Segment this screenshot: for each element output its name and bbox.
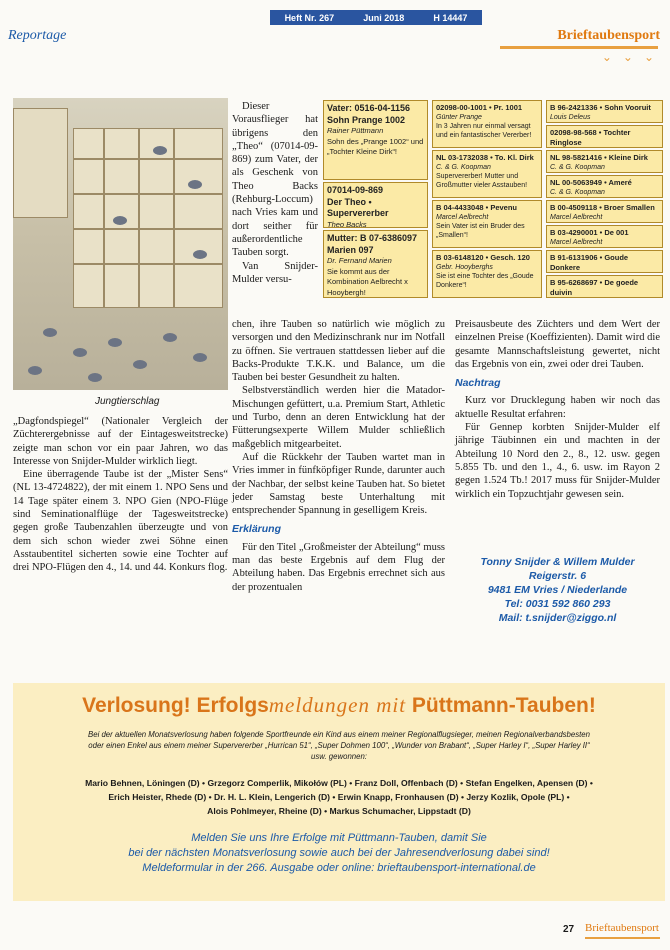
page-number: 27 [563,924,575,935]
paragraph: Selbstverständlich werden hier die Matador-Mischungen gefüttert, u.a. Premium Start, Athletic und Turbo, denn an deren Entwicklung hat der Fütterungsexperte Willem Mulder schließlich maßgeblich mitgearbeitet. [232,385,445,450]
paragraph: Van Snijder-Mulder versu- [232,260,318,285]
brand-title: Brieftaubensport [557,28,660,43]
loft-photo [13,98,228,390]
contact-city: 9481 EM Vries / Niederlande [487,584,628,596]
paragraph: „Dagfondspiegel“ (Nationaler Vergleich der Züchterergebnisse auf der Eintagesweitstrecke) zeigte man schon vor ein paar Jahren, wo das Interesse von Snijder-Mulder wirklich liegt. [13,416,228,467]
pedigree-chart [323,100,663,298]
pedigree-theo: 07014-09-869 Der Theo • Supervererber Theo Backs [323,182,428,228]
issue-date: Juni 2018 [363,12,405,23]
contact-street: Reigerstr. 6 [528,570,587,582]
paragraph: Preisausbeute des Züchters und dem Wert der einzelnen Preise (Koeffizienten). Damit wird die gesamte Mannschaftsleistung gewertet, nicht das Ergebnis von ein, zwei oder drei Tauben. [455,319,660,370]
paragraph: Für den Titel „Großmeister der Abteilung“ muss man das beste Ergebnis auf dem Flug der Abteilung haben. Das Ergebnis errechnet sich aus der prozentualen [232,541,445,593]
issue-bar [270,10,482,25]
pedigree-ancestor: 02098-98-568 • Tochter Ringlose [546,125,663,148]
pedigree-ancestor: NL 00-5063949 • Ameré C. & G. Koopman [546,175,663,198]
pedigree-father: Vater: 0516-04-1156 Sohn Prange 1002 Rainer Püttmann Sohn des „Prange 1002“ und „Tochter Kleine Dirk“! [323,100,428,180]
advert-intro: Bei der aktuellen Monatsverlosung haben folgende Sportfreunde ein Kind aus einem meiner Regionalflugsieger, meinen Regionalverbandsbesten oder einen Enkel aus einem meiner Supervererber „Hurrican 51“, „Super Dohmen 100“, „Wunder von Brabant“, „Super Harley I“, „Super Harley II“ usw. gewonnen: [88,730,590,761]
pedigree-mother-sire: B 03-6148120 • Gesch. 120 Gebr. Hooyberghs Sie ist eine Tochter des „Goude Donkere“! [432,250,542,298]
issue-code: H 14447 [433,12,468,23]
paragraph: Für Gennep korbten Snijder-Mulder elf jährige Täubinnen ein und machten in der Abteilung 10 Nord den 2., 8., 12. usw. gegen 5.855 Tb. und den 1., 4., 6. usw. im Rayon 2 gegen 1.524 Tb.! 2017 muss für Snijder-Mulder wirklich ein Topzuchtjahr gewesen sein. [455,422,660,500]
pedigree-sire-dam: NL 03-1732038 • To. Kl. Dirk C. & G. Koopman Supervererber! Mutter und Großmutter vieler Asstauben! [432,150,542,198]
contact-names: Tonny Snijder & Willem Mulder [480,556,635,568]
paragraph: Auf die Rückkehr der Tauben wartet man in Vries immer in fünfköpfiger Runde, darunter auch der Nachbar, der selbst keine Tauben hat. So bietet jeder Samstag beste Unterhaltung mit entsprechender Spannung in geselligem Kreis. [232,451,445,517]
winners-list: Mario Behnen, Löningen (D) • Grzegorz Comperlik, Mikołów (PL) • Franz Doll, Offenbach (D) • Stefan Engelken, Apensen (D) • Erich Heister, Rhede (D) • Dr. H. L. Klein, Lengerich (D) • Erwin Knapp, Fronhausen (D) • Jerzy Kozlik, Opole (PL) • Alois Pohlmeyer, Rheine (D) • Markus Schumacher, Lippstadt (D) [85,778,593,816]
brand-underline [500,46,658,49]
pedigree-ancestor: B 96-2421336 • Sohn Vooruit Louis Deleus [546,100,663,123]
advert-call-to-action: Melden Sie uns Ihre Erfolge mit Püttmann-Tauben, damit Sie bei der nächsten Monatsverlosung sowie auch bei der Jahresendverlosung dabei sind! Meldeformular in der 266. Ausgabe oder online: brieftaubensport-international.de [128,832,550,874]
advert-title: Verlosung! Erfolgsmeldungen mit Püttmann-Tauben! [82,693,596,717]
article-column-3 [455,318,660,501]
paragraph: Kurz vor Drucklegung haben wir noch das aktuelle Resultat erfahren: [455,395,660,420]
photo-caption: Jungtierschlag [95,396,160,407]
contact-block [455,555,660,625]
subheading-nachtrag: Nachtrag [455,377,501,390]
footer-underline [585,937,660,939]
pedigree-ancestor: B 00-4509118 • Broer Smallen Marcel Aelbrecht [546,200,663,223]
footer-brand: Brieftaubensport [585,922,659,934]
subheading-erklaerung: Erklärung [232,523,282,536]
contact-email: Mail: t.snijder@ziggo.nl [498,612,617,624]
pedigree-sire-sire: 02098-00-1001 • Pr. 1001 Günter Prange In 3 Jahren nur einmal versagt und ein fantastischer Vererber! [432,100,542,148]
pedigree-ancestor: B 03-4290001 • De 001 Marcel Aelbrecht [546,225,663,248]
raffle-advert [13,683,665,901]
section-label: Reportage [8,28,67,43]
pedigree-ancestor: B 95-6268697 • De goede duivin [546,275,663,298]
pedigree-mother: Mutter: B 07-6386097 Marien 097 Dr. Fernand Marien Sie kommt aus der Kombination Aelbrecht x Hooybergh! [323,230,428,298]
paragraph: chen, ihre Tauben so natürlich wie möglich zu versorgen und den Medizinschrank nur im Notfall zu öffnen. Sie vertrauen stattdessen lieber auf die Backs-Produkte T.K.K. und Balance, um die Tauben bei bester Gesundheit zu halten. [232,319,445,384]
contact-phone: Tel: 0031 592 860 293 [504,598,611,610]
pedigree-ancestor: B 91-6131906 • Goude Donkere [546,250,663,273]
paragraph: Eine überragende Taube ist der „Mister Sens“ (NL 13-4724822), der mit einem 1. NPO Sens und 14 Tage später einem 3. NPO Gien (NPO-Flüge sind Seminationalflüge der Tagesweitstrecke) gegen große Taubenzahlen überzeugte und von dem sich schon wieder zwei Söhne einen Asstaubentitel sicherten sowie eine Tochter auf drei NPO-Flügen den 4., 14. und 44. Konkurs flog. [13,469,228,574]
birds-logo-icon: ⌄ ⌄ ⌄ [601,50,658,64]
paragraph: Dieser Vorausflieger hat übrigens den „Theo“ (07014-09-869) zum Vater, der als Geschenk von Theo Backs (Rehburg-Loccum) nach Vries kam und dort seither für außerordentliche Tauben sorgt. [232,101,318,259]
issue-number: Heft Nr. 267 [284,12,335,23]
article-column-1 [13,415,228,575]
pedigree-theo-sire: B 04-4433048 • Pevenu Marcel Aelbrecht Sein Vater ist ein Bruder des „Smallen“! [432,200,542,248]
article-column-2 [232,318,445,594]
article-column-2-top [232,100,318,286]
pedigree-ancestor: NL 98-5821416 • Kleine Dirk C. & G. Koopman [546,150,663,173]
